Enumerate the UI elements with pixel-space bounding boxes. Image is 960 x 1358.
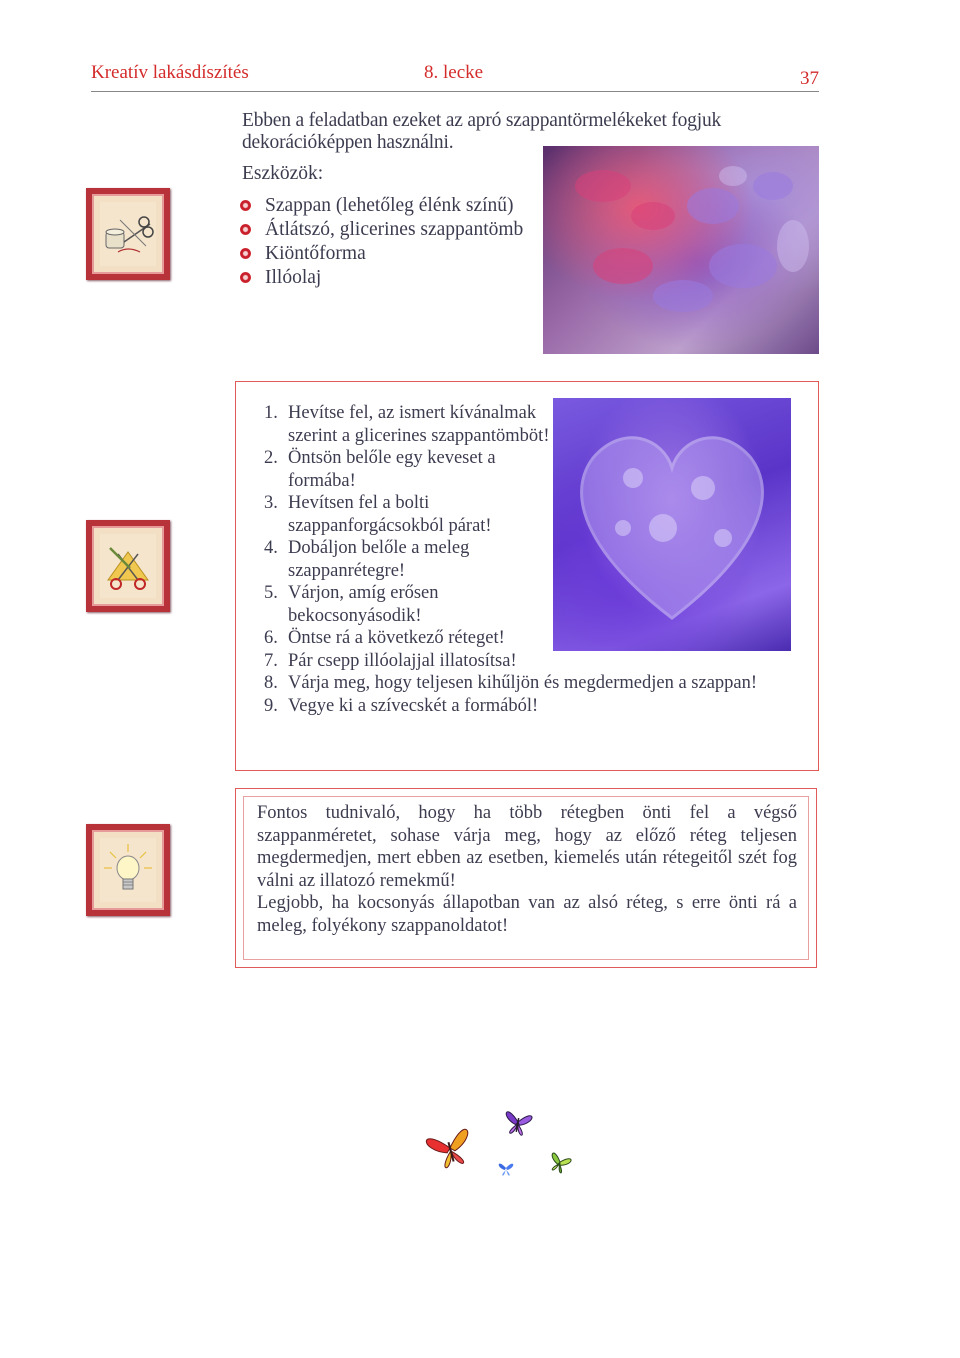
list-item: Átlátszó, glicerines szappantömb bbox=[240, 218, 523, 242]
lightbulb-icon bbox=[100, 838, 156, 902]
note-paragraph: Legjobb, ha kocsonyás állapotban van az alsó réteg, s erre önti rá a meleg, folyékony szappanoldatot! bbox=[257, 893, 797, 936]
steps-list bbox=[264, 402, 757, 717]
lesson-label: 8. lecke bbox=[424, 62, 484, 83]
list-item: 1. Hevítse fel, az ismert kívánalmak szerint a glicerines szappantömböt! bbox=[264, 403, 550, 446]
list-item: 3. Hevítsen fel a bolti szappanforgácsokból párat! bbox=[264, 493, 492, 536]
sewing-tools-icon bbox=[100, 202, 156, 266]
list-item: 8. Várja meg, hogy teljesen kihűljön és megdermedjen a szappan! bbox=[264, 673, 758, 693]
flower-bullet-icon bbox=[240, 200, 251, 211]
list-item: 9. Vegye ki a szívecskét a formából! bbox=[264, 695, 539, 716]
note-text bbox=[257, 802, 797, 937]
tools-heading: Eszközök: bbox=[242, 163, 324, 184]
tools-list bbox=[240, 194, 523, 290]
list-item: 6. Öntse rá a következő réteget! bbox=[264, 628, 505, 648]
list-item: Illóolaj bbox=[240, 266, 523, 290]
flower-bullet-icon bbox=[240, 272, 251, 283]
list-item: 5. Várjon, amíg erősen bekocsonyásodik! bbox=[264, 583, 439, 626]
scissors-icon-frame bbox=[86, 520, 170, 612]
list-item: Kiöntőforma bbox=[240, 242, 523, 266]
soap-shavings-photo bbox=[543, 146, 819, 354]
flower-bullet-icon bbox=[240, 224, 251, 235]
page-number: 37 bbox=[800, 68, 819, 89]
list-item: 4. Dobáljon belőle a meleg szappanrétegre! bbox=[264, 538, 470, 581]
header-divider bbox=[91, 91, 819, 92]
flower-bullet-icon bbox=[240, 248, 251, 259]
header-title: Kreatív lakásdíszítés bbox=[91, 62, 249, 83]
list-item: Szappan (lehetőleg élénk színű) bbox=[240, 194, 523, 218]
butterfly-icon bbox=[420, 1100, 580, 1195]
tools-icon-frame bbox=[86, 188, 170, 280]
intro-paragraph: Ebben a feladatban ezeket az apró szappantörmelékeket fogjuk dekorációképpen használni. bbox=[242, 110, 722, 153]
scissors-pencil-icon bbox=[100, 534, 156, 598]
note-paragraph: Fontos tudnivaló, hogy ha több rétegben önti fel a végső szappanméretet, sohase várja meg, hogy az előző réteg teljesen megdermedjen, mert ebben az esetben, kiemelés után rétegeitől szét fog válni az illatozó remekmű! bbox=[257, 803, 797, 891]
list-item: 2. Öntsön belőle egy keveset a formába! bbox=[264, 448, 496, 491]
tip-icon-frame bbox=[86, 824, 170, 916]
list-item: 7. Pár csepp illóolajjal illatosítsa! bbox=[264, 650, 517, 671]
